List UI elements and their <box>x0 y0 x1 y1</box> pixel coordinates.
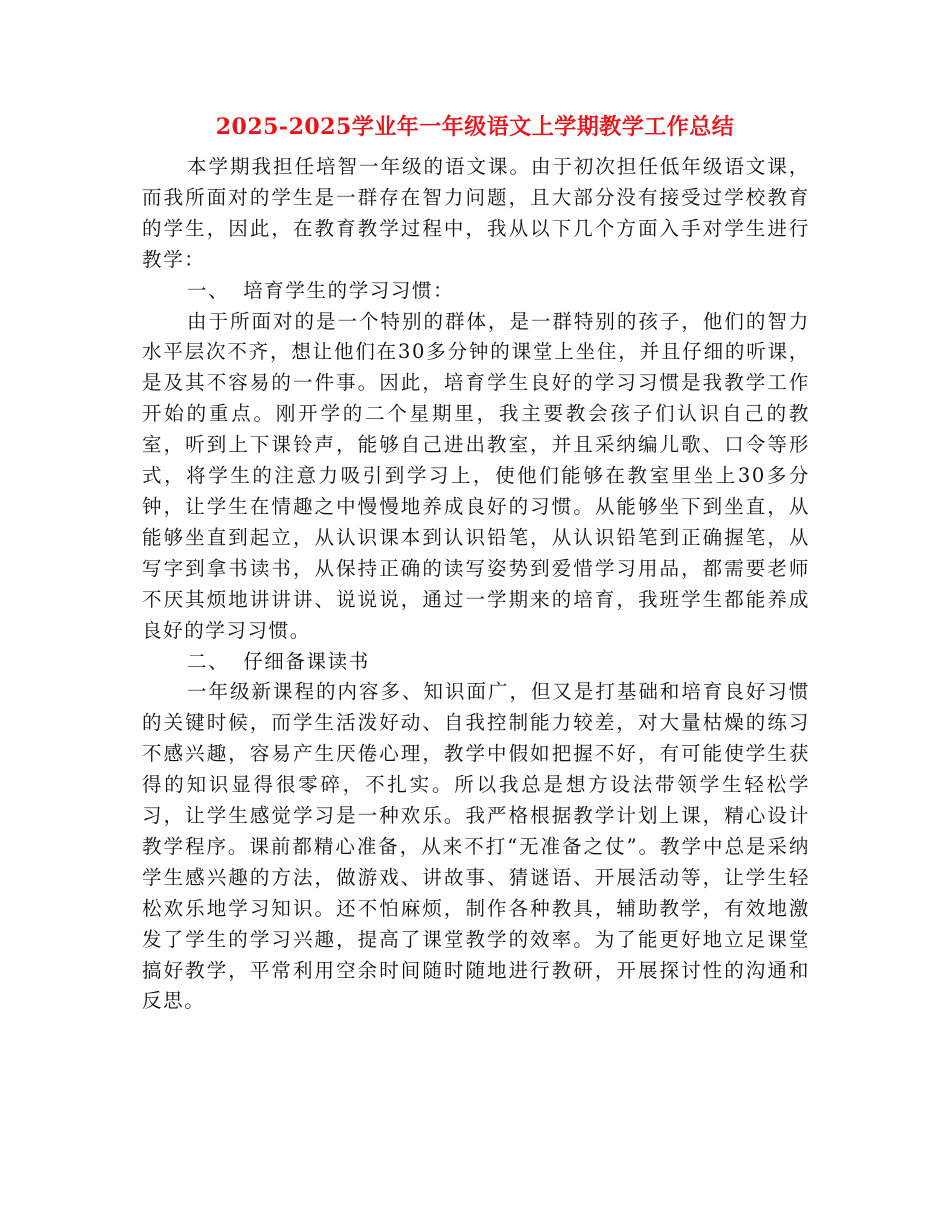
document-title: 2025-2025学业年一年级语文上学期教学工作总结 <box>215 114 735 140</box>
document-body <box>142 152 810 1017</box>
section-heading-text-1: 培育学生的学习习惯： <box>243 278 455 302</box>
section-heading-1 <box>142 276 810 307</box>
section-heading-2 <box>142 647 810 678</box>
section-heading-text-2: 仔细备课读书 <box>243 649 370 673</box>
section-number-1: 一、 <box>187 278 230 302</box>
section-number-2: 二、 <box>187 649 230 673</box>
intro-paragraph: 本学期我担任培智一年级的语文课。由于初次担任低年级语文课，而我所面对的学生是一群存在智力问题，且大部分没有接受过学校教育的学生，因此，在教育教学过程中，我从以下几个方面入手对学生进行教学： <box>142 155 810 271</box>
section-paragraph-1: 由于所面对的是一个特别的群体，是一群特别的孩子，他们的智力水平层次不齐，想让他们在30多分钟的课堂上坐住，并且仔细的听课，是及其不容易的一件事。因此，培育学生良好的学习习惯是我教学工作开始的重点。刚开学的二个星期里，我主要教会孩子们认识自己的教室，听到上下课铃声，能够自己进出教室，并且采纳编儿歌、口令等形式，将学生的注意力吸引到学习上，使他们能够在教室里坐上30多分钟，让学生在情趣之中慢慢地养成良好的习惯。从能够坐下到坐直，从能够坐直到起立，从认识课本到认识铅笔，从认识铅笔到正确握笔，从写字到拿书读书，从保持正确的读写姿势到爱惜学习用品，都需要老师不厌其烦地讲讲讲、说说说，通过一学期来的培育，我班学生都能养成良好的学习习惯。 <box>142 309 810 642</box>
section-paragraph-2: 一年级新课程的内容多、知识面广，但又是打基础和培育良好习惯的关键时候，而学生活泼好动、自我控制能力较差，对大量枯燥的练习不感兴趣，容易产生厌倦心理，教学中假如把握不好，有可能使学生获得的知识显得很零碎，不扎实。所以我总是想方设法带领学生轻松学习，让学生感觉学习是一种欢乐。我严格根据教学计划上课，精心设计教学程序。课前都精心准备，从来不打“无准备之仗”。教学中总是采纳学生感兴趣的方法，做游戏、讲故事、猜谜语、开展活动等，让学生轻松欢乐地学习知识。还不怕麻烦，制作各种教具，辅助教学，有效地激发了学生的学习兴趣，提高了课堂教学的效率。为了能更好地立足课堂搞好教学，平常利用空余时间随时随地进行教研，开展探讨性的沟通和反思。 <box>142 680 810 1013</box>
